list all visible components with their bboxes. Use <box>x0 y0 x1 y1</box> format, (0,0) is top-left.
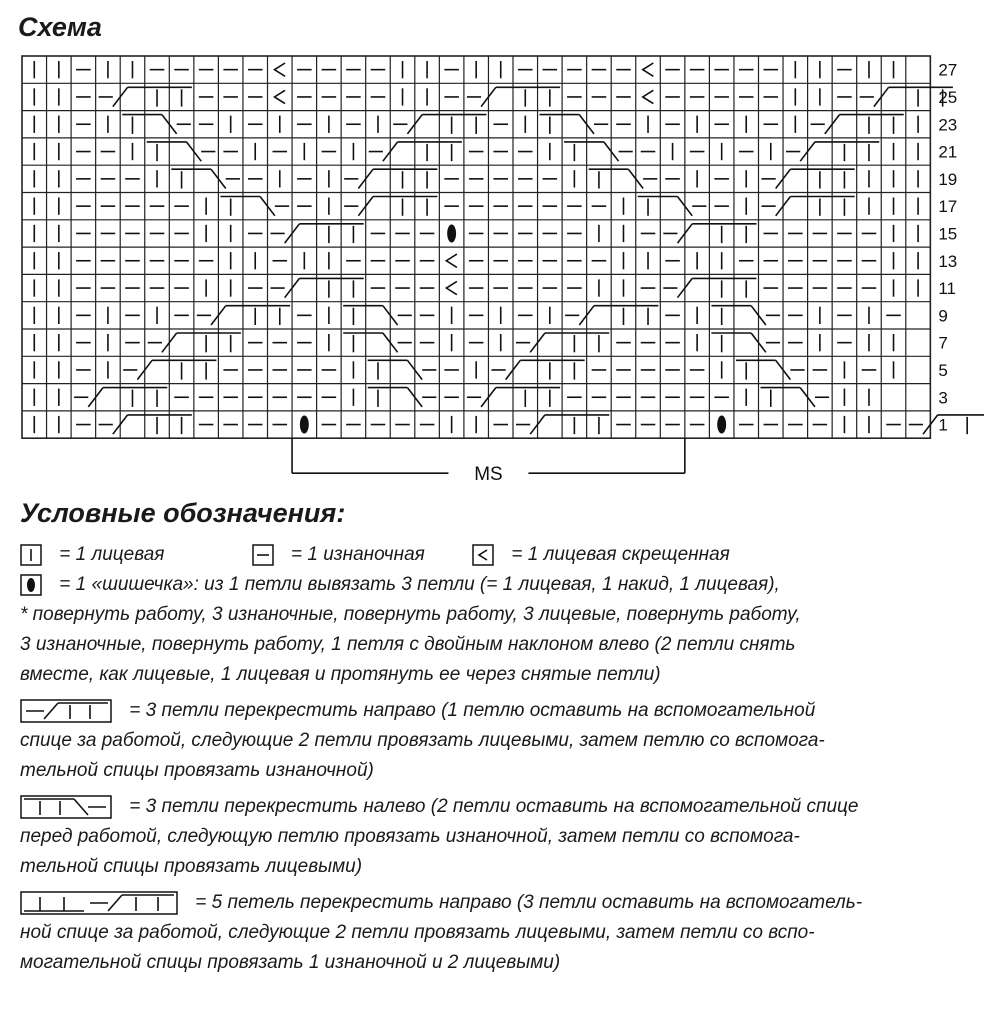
legend-bobble-line-4: вместе, как лицевые, 1 лицевая и протянуть ее через снятые петли) <box>20 664 661 685</box>
cross-right-3-icon <box>20 699 112 723</box>
bobble-stitch <box>447 224 456 242</box>
legend-heading: Условные обозначения: <box>20 498 346 528</box>
legend-cross-right-5-line-2: ной спице за работой, следующие 2 петли провязать лицевыми, затем петли со вспо- <box>20 922 815 943</box>
row-number: 25 <box>938 87 958 107</box>
ms-label: MS <box>474 464 503 486</box>
legend-cross-right-3-text: = 3 петли перекрестить направо (1 петлю оставить на вспомогательной <box>129 700 816 721</box>
row-number: 21 <box>938 142 958 162</box>
chart-title: Схема <box>18 12 102 42</box>
legend-knit-text: = 1 лицевая <box>59 544 165 565</box>
bobble-stitch <box>300 416 309 434</box>
row-number: 23 <box>938 115 958 135</box>
bobble-stitch <box>717 416 726 434</box>
legend-row-cross-left-3 <box>20 792 858 822</box>
row-number: 1 <box>938 415 948 435</box>
purl-stitch-icon <box>252 544 274 566</box>
row-number: 11 <box>938 279 957 299</box>
cross-left-3-icon <box>20 795 112 819</box>
knit-stitch-icon <box>20 544 42 566</box>
legend-bobble-line-3: 3 изнаночные, повернуть работу, 1 петля с двойным наклоном влево (2 петли снять <box>20 634 796 655</box>
row-number: 13 <box>938 251 958 271</box>
row-number: 19 <box>938 169 958 189</box>
legend-twisted-text: = 1 лицевая скрещенная <box>511 544 730 565</box>
knitting-chart <box>0 0 984 490</box>
legend-cross-left-3-text: = 3 петли перекрестить налево (2 петли оставить на вспомогательной спице <box>129 796 859 817</box>
twisted-stitch <box>643 63 654 76</box>
twisted-stitch <box>643 90 654 103</box>
legend-cross-left-3-line-2: перед работой, следующую петлю провязать изнаночной, затем петли со вспомога- <box>20 826 800 847</box>
legend-row-basic <box>20 540 730 570</box>
row-number: 3 <box>938 388 948 408</box>
bobble-icon <box>20 574 42 596</box>
legend-cross-right-5-text: = 5 петель перекрестить направо (3 петли оставить на вспомогатель- <box>195 892 863 913</box>
twisted-knit-icon <box>472 544 494 566</box>
legend-bobble-line-2: * повернуть работу, 3 изнаночные, повернуть работу, 3 лицевые, повернуть работу, <box>20 604 801 625</box>
cross-right-5-icon <box>20 891 178 915</box>
legend-cross-right-3-line-3: тельной спицы провязать изнаночной) <box>20 760 374 781</box>
legend-cross-right-5-line-3: могательной спицы провязать 1 изнаночной и 2 лицевыми) <box>20 952 561 973</box>
row-number: 9 <box>938 306 948 326</box>
twisted-stitch <box>275 90 286 103</box>
twisted-stitch <box>446 281 457 294</box>
row-number: 7 <box>938 333 948 353</box>
twisted-stitch <box>446 254 457 267</box>
row-number: 15 <box>938 224 958 244</box>
legend-row-bobble <box>20 570 780 600</box>
legend-cross-right-3-line-2: спице за работой, следующие 2 петли провязать лицевыми, затем петлю со вспомога- <box>20 730 825 751</box>
twisted-stitch <box>275 63 286 76</box>
legend-cross-left-3-line-3: тельной спицы провязать лицевыми) <box>20 856 363 877</box>
legend-bobble-text: = 1 «шишечка»: из 1 петли вывязать 3 петли (= 1 лицевая, 1 накид, 1 лицевая), <box>59 574 780 595</box>
legend-row-cross-right-3 <box>20 696 815 726</box>
row-number: 17 <box>938 197 958 217</box>
legend-purl-text: = 1 изнаночная <box>291 544 425 565</box>
row-number: 5 <box>938 360 948 380</box>
legend-row-cross-right-5 <box>20 888 862 918</box>
row-number: 27 <box>938 60 958 80</box>
